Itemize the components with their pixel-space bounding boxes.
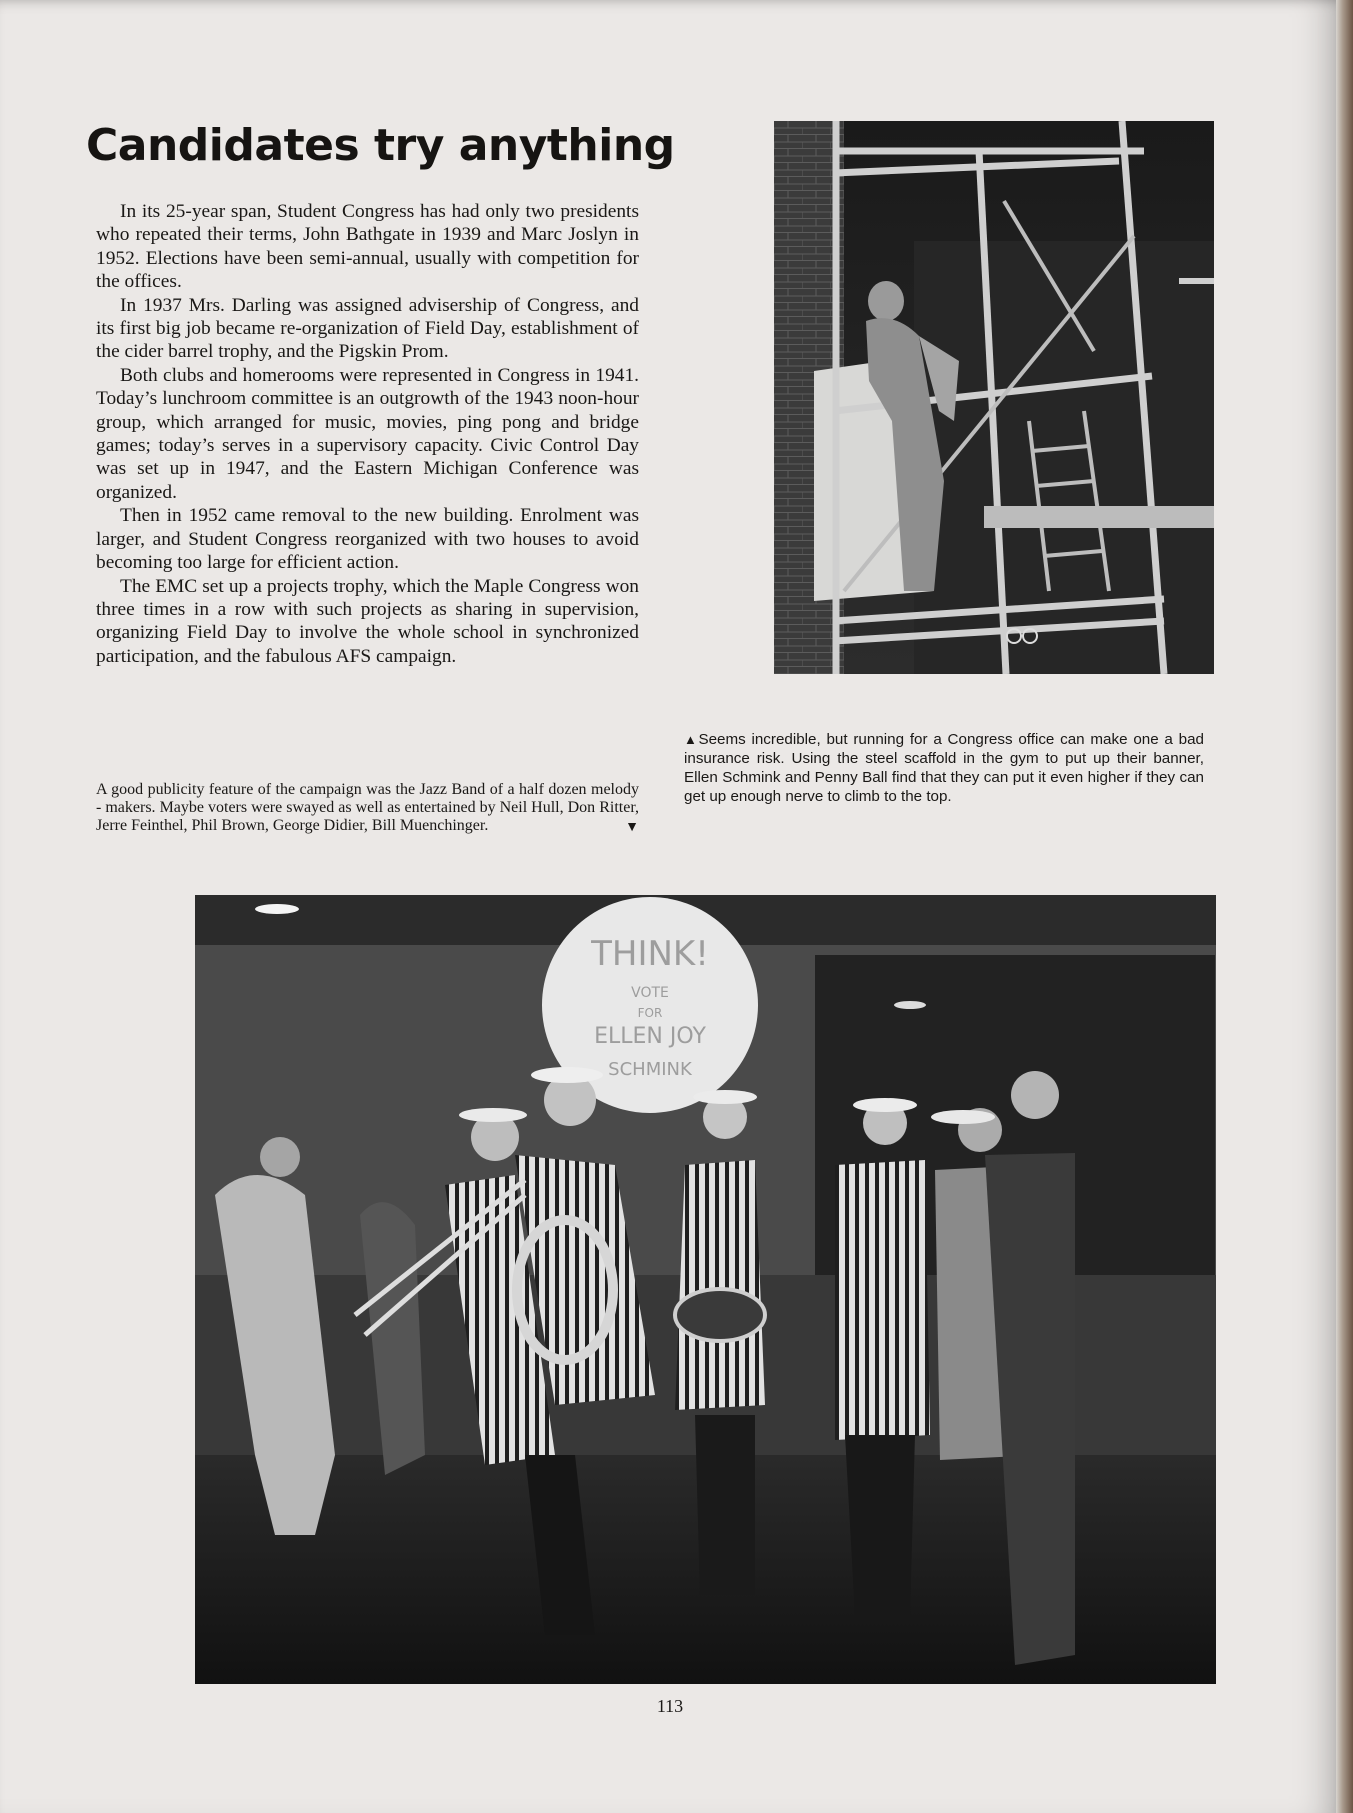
scaffold-photo-drawing [774, 121, 1214, 674]
page-number: 113 [656, 1696, 684, 1716]
sign-line: FOR [637, 1006, 663, 1020]
up-triangle-icon: ▲ [684, 732, 699, 747]
scaffold-photo [774, 121, 1214, 674]
caption-text: Seems incredible, but running for a Congress office can make one a bad insurance risk. Using the steel scaffold in the gym to put up their banner, Ellen Schmink and Penny Ball find that they can put it even higher if they can get up enough nerve to climb to the top. [684, 731, 1204, 805]
article-body [96, 200, 639, 668]
paragraph: In 1937 Mrs. Darling was assigned advisership of Congress, and its first big job became re-organization of Field Day, establishment of the cider barrel trophy, and the Pigskin Prom. [96, 294, 639, 363]
headline: Candidates try anything [86, 120, 675, 171]
sign-line: SCHMINK [608, 1059, 692, 1080]
sign-line: THINK! [591, 934, 709, 974]
paragraph: The EMC set up a projects trophy, which the Maple Congress won three times in a row with such projects as sharing in supervision, organizing Field Day to involve the whole school in synchronized participation, and the fabulous AFS campaign. [96, 575, 639, 667]
paragraph: In its 25-year span, Student Congress has had only two presidents who repeated their terms, John Bathgate in 1939 and Marc Joslyn in 1952. Elections have been semi-annual, usually with competition for the offices. [96, 201, 639, 293]
sign-line: ELLEN JOY [594, 1024, 706, 1049]
paragraph: Then in 1952 came removal to the new building. Enrolment was larger, and Student Congress reorganized with two houses to avoid becoming too large for efficient action. [96, 505, 639, 574]
jazz-band-photo-drawing [195, 895, 1216, 1684]
page-edge [1336, 0, 1353, 1813]
down-triangle-icon: ▼ [625, 820, 639, 835]
scaffold-caption [684, 730, 1204, 806]
caption-text: A good publicity feature of the campaign was the Jazz Band of a half dozen melody - makers. Maybe voters were swayed as well as entertained by Neil Hull, Don Ritter, Jerre Feinthel, Phil Brown, George Didier, Bill Muenchinger. [96, 781, 639, 834]
jazz-band-caption [96, 781, 639, 838]
jazz-band-photo [195, 895, 1216, 1684]
sign-line: VOTE [631, 985, 669, 1001]
paragraph: Both clubs and homerooms were represented in Congress in 1941. Today’s lunchroom committee is an outgrowth of the 1943 noon-hour group, which arranged for music, movies, ping pong and bridge games; today’s serves in a supervisory capacity. Civic Control Day was set up in 1947, and the Eastern Michigan Conference was organized. [96, 364, 639, 503]
